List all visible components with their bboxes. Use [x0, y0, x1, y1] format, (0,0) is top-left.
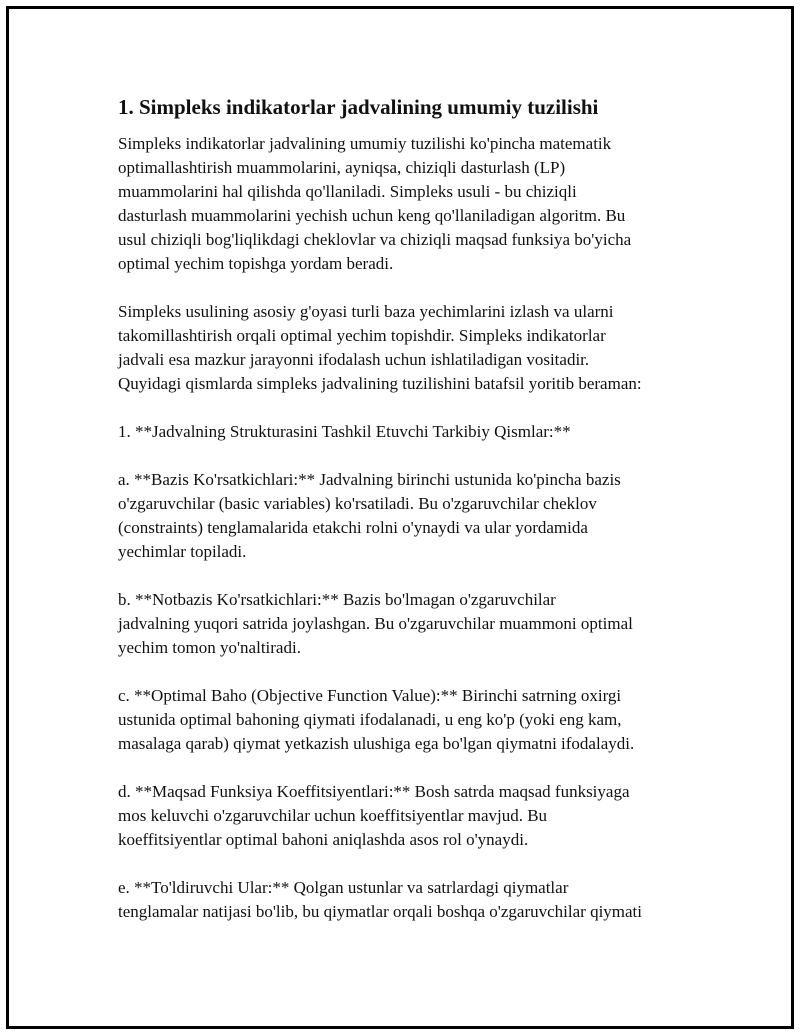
paragraph-gap — [118, 276, 698, 300]
paragraph-intro: Simpleks indikatorlar jadvalining umumiy tuzilishi ko'pincha matematik optimallashtirish muammolarini, ayniqsa, chiziqli dasturlash (LP) muammolarini hal qilishda qo'llaniladi. Simpleks usuli - bu chiziqli dasturlash muammolarini yechish uchun keng qo'llaniladigan algoritm. Bu usul chiziqli bog'liqlikdagi cheklovlar va chiziqli maqsad funksiya bo'yicha optimal yechim topishga yordam beradi. — [118, 134, 632, 273]
document-body — [118, 94, 698, 924]
paragraph-gap — [118, 396, 698, 420]
paragraph-gap — [118, 564, 698, 588]
list-item-d: d. **Maqsad Funksiya Koeffitsiyentlari:** Bosh satrda maqsad funksiyaga mos keluvchi o'zgaruvchilar uchun koeffitsiyentlar mavjud. Bu koeffitsiyentlar optimal bahoni aniqlashda asos rol o'ynaydi. — [118, 782, 630, 849]
list-item-a: a. **Bazis Ko'rsatkichlari:** Jadvalning birinchi ustunida ko'pincha bazis o'zgaruvchilar (basic variables) ko'rsatiladi. Bu o'zgaruvchilar cheklov (constraints) tenglamalarida etakchi rolni o'ynaydi va ular yordamida yechimlar topiladi. — [118, 470, 621, 561]
paragraph-main-idea: Simpleks usulining asosiy g'oyasi turli baza yechimlarini izlash va ularni takomillashtirish orqali optimal yechim topishdir. Simpleks indikatorlar jadvali esa mazkur jarayonni ifodalash uchun ishlatiladigan vositadir. Quyidagi qismlarda simpleks jadvalining tuzilishini batafsil yoritib beraman: — [118, 302, 642, 393]
paragraph-gap — [118, 852, 698, 876]
section-heading: 1. Simpleks indikatorlar jadvalining umumiy tuzilishi — [118, 95, 599, 119]
list-item-b: b. **Notbazis Ko'rsatkichlari:** Bazis bo'lmagan o'zgaruvchilar jadvalning yuqori satrida joylashgan. Bu o'zgaruvchilar muammoni optimal yechim tomon yo'naltiradi. — [118, 590, 633, 657]
list-item-e: e. **To'ldiruvchi Ular:** Qolgan ustunlar va satrlardagi qiymatlar tenglamalar natijasi bo'lib, bu qiymatlar orqali boshqa o'zgaruvchilar qiymati — [118, 878, 643, 921]
paragraph-gap — [118, 660, 698, 684]
paragraph-gap — [118, 444, 698, 468]
list-heading: 1. **Jadvalning Strukturasini Tashkil Etuvchi Tarkibiy Qismlar:** — [118, 422, 571, 441]
list-item-c: c. **Optimal Baho (Objective Function Value):** Birinchi satrning oxirgi ustunida optimal bahoning qiymati ifodalanadi, u eng ko'p (yoki eng kam, masalaga qarab) qiymat yetkazish ulushiga ega bo'lgan qiymatni ifodalaydi. — [118, 686, 635, 753]
paragraph-gap — [118, 756, 698, 780]
